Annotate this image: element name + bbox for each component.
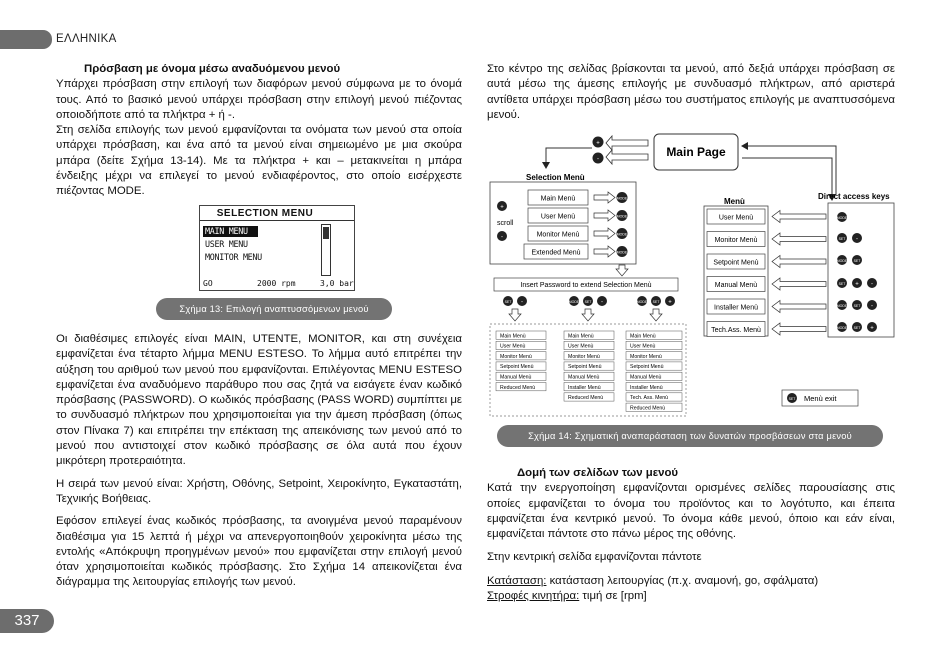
svg-text:-: - (601, 299, 603, 306)
menu-exit-label: Menù exit (804, 394, 837, 403)
extended-list-item (626, 372, 682, 380)
svg-text:Monitor Menù: Monitor Menù (536, 231, 580, 239)
svg-text:SET: SET (853, 326, 861, 330)
extended-list-item (496, 362, 546, 370)
extended-list-item (564, 383, 614, 391)
extended-list-item (564, 331, 614, 339)
direct-access-arrow (772, 301, 826, 313)
svg-text:Installer Menù: Installer Menù (568, 384, 601, 391)
main-page-label: Main Page (666, 145, 726, 159)
lcd-scrollbar (321, 224, 331, 276)
extended-list-item (496, 383, 546, 391)
svg-text:Manual Menù: Manual Menù (568, 374, 600, 381)
lcd-title: SELECTION MENU (216, 208, 314, 219)
combo-mode-set-minus (569, 296, 607, 306)
svg-text:SET: SET (788, 397, 796, 401)
language-tab (0, 30, 52, 49)
menu-item (707, 322, 765, 337)
selection-item-user (528, 208, 588, 223)
scroll-key-plus (497, 201, 507, 211)
paragraph: Στο κέντρο της σελίδας βρίσκονται τα μενού, από δεξιά υπάρχει πρόσβαση σε αυτά μέσω της άμεσης επιλογής με συνδυασμό πλήκτρων, από αριστερά αντίθετα υπάρχει πρόσβαση μέσω του συστήματος επιλογής με αναπτυσσόμενα μενού. (487, 63, 895, 121)
paragraph: Στην κεντρική σελίδα εμφανίζονται πάντοτε (487, 551, 702, 564)
lcd-divider (200, 220, 354, 221)
menu-item (707, 232, 765, 247)
svg-text:Reduced Menù: Reduced Menù (630, 405, 666, 412)
key-minus (593, 153, 604, 164)
svg-text:Installer Menù: Installer Menù (630, 384, 663, 391)
combo-mode-set-plus (637, 296, 675, 306)
svg-text:Extended Menù: Extended Menù (531, 249, 581, 257)
selection-item-extended (524, 244, 588, 259)
paragraph: Κατά την ενεργοποίηση εμφανίζονται ορισμένες σελίδες παρουσίασης στις οποίες εμφανίζεται το όνομα του προϊόντος και το λογότυπο, και έπειτα εμφανίζεται ένα κεντρικό μενού. Το όνομα κάθε μενού, όποιο και εάν είναι, εμφανίζεται πάντοτε στο πάνω μέρος της οθόνης. (487, 482, 895, 541)
svg-text:-: - (501, 234, 503, 241)
svg-text:Monitor Menù: Monitor Menù (500, 353, 532, 360)
extended-list-item (564, 352, 614, 360)
paragraph: Η σειρά των μενού είναι: Χρήστη, Οθόνης, Setpoint, Χειροκίνητο, Εγκαταστάτη, Τεχνικής Βοήθειας. (56, 477, 462, 505)
svg-text:User Menù: User Menù (718, 214, 754, 222)
menu-item (707, 254, 765, 269)
status-text: κατάσταση λειτουργίας (π.χ. αναμονή, go, σφάλματα) (546, 574, 819, 587)
svg-text:Monitor Menù: Monitor Menù (568, 353, 600, 360)
status-label: Κατάσταση: (487, 574, 547, 587)
lcd-item-user: USER MENU (205, 239, 248, 249)
status-line (487, 574, 895, 589)
left-column-bottom (56, 332, 462, 591)
direct-access-arrows (772, 211, 826, 336)
svg-text:SET: SET (652, 300, 660, 304)
extended-list-item (496, 372, 546, 380)
svg-text:Monitor Menù: Monitor Menù (714, 237, 758, 244)
section-heading-structure: Δομή των σελίδων των μενού (517, 467, 679, 479)
svg-text:SET: SET (853, 304, 861, 308)
svg-text:Manual Menù: Manual Menù (714, 282, 758, 289)
section-heading-access: Πρόσβαση με όνομα μέσω αναδυόμενου μενού (84, 63, 341, 75)
svg-text:User Menù: User Menù (540, 213, 576, 221)
svg-text:+: + (596, 140, 600, 147)
svg-text:User Menù: User Menù (500, 343, 526, 350)
paragraph: Στη σελίδα επιλογής των μενού εμφανίζονται τα ονόματα των μενού στα οποία υπάρχει πρόσβαση, και ένα από τα μενού είναι σημειωμένο με μια σκούρα μπάρα (δείτε Σχήμα 13-14). Με τα πλήκτρα + και – μετακινείται η μπάρα ένδειξης μέχρι να επιλεγεί το μενού ενδιαφέροντος, στο οποίο εισέρχεστε πιέζοντας MODE. (56, 124, 462, 198)
svg-text:SET: SET (838, 237, 846, 241)
svg-text:-: - (871, 281, 873, 288)
direct-access-box (828, 203, 894, 337)
menu-item (707, 209, 765, 224)
svg-text:-: - (856, 236, 858, 243)
paragraph: Εφόσον επιλεγεί ένας κωδικός πρόσβασης, τα ανοιγμένα μενού παραμένουν διαθέσιμα για 15 λεπτά ή μέχρι να απενεργοποιηθούν χειροκίνητα μέσω της εντολής «Απόκρυψη προηγμένων μενού» που εμφανίζεται στην επιλογή μενού όταν χρησιμοποιείται κωδικός πρόσβασης. Στο Σχήμα 14 απεικονίζεται ένα διάγραμμα της λειτουργίας επιλογής των μενού. (56, 515, 462, 589)
svg-text:Manual Menù: Manual Menù (630, 374, 662, 381)
svg-text:Reduced Menù: Reduced Menù (500, 384, 536, 391)
svg-text:SET: SET (838, 282, 846, 286)
rpm-text: τιμή σε [rpm] (579, 590, 647, 603)
svg-text:MODE: MODE (568, 300, 580, 304)
svg-text:-: - (521, 299, 523, 306)
extended-list-item (564, 372, 614, 380)
menu-item (707, 277, 765, 292)
svg-text:+: + (500, 204, 504, 211)
scroll-label: scroll (497, 220, 514, 227)
extended-list-item (626, 393, 682, 401)
selection-item-main (528, 190, 588, 205)
svg-text:MODE: MODE (616, 250, 628, 255)
extended-list-item (496, 352, 546, 360)
svg-text:+: + (855, 281, 859, 288)
lcd-status-state: GO (203, 279, 213, 288)
svg-text:SET: SET (584, 300, 592, 304)
combo-mode-set-minus-direct (837, 300, 877, 310)
svg-text:User Menù: User Menù (630, 343, 656, 350)
key-plus (593, 137, 604, 148)
svg-text:Setpoint Menù: Setpoint Menù (713, 259, 759, 267)
extended-list-2 (564, 331, 614, 401)
svg-text:Setpoint Menù: Setpoint Menù (500, 364, 534, 371)
svg-text:SET: SET (853, 259, 861, 263)
extended-list-item (564, 362, 614, 370)
svg-text:Setpoint Menù: Setpoint Menù (568, 364, 602, 371)
figure-14-diagram (488, 128, 898, 423)
rpm-label: Στροφές κινητήρα: (487, 590, 580, 603)
right-column-top (487, 62, 895, 123)
svg-text:MODE: MODE (836, 259, 848, 263)
extended-list-item (496, 331, 546, 339)
direct-access-arrow (772, 233, 826, 245)
svg-text:MODE: MODE (616, 196, 628, 201)
figure-13-caption: Σχήμα 13: Επιλογή αναπτυσσόμενων μενού (156, 298, 392, 320)
extended-list-item (564, 341, 614, 349)
combo-mode-set-plus-direct (837, 322, 877, 332)
lcd-item-main: MAIN MENU (205, 226, 248, 236)
svg-text:SET: SET (504, 300, 512, 304)
direct-access-title: Direct access keys (818, 192, 890, 201)
svg-text:Tech.Ass. Menù: Tech.Ass. Menù (711, 327, 761, 334)
direct-access-arrow (772, 256, 826, 268)
svg-text:+: + (668, 299, 672, 306)
lcd-status-rpm: 2000 rpm (257, 279, 296, 288)
svg-text:+: + (870, 325, 874, 332)
svg-text:MODE: MODE (836, 326, 848, 330)
left-column-top (56, 62, 462, 200)
direct-access-arrow (772, 211, 826, 223)
menu-column-title: Menù (724, 197, 745, 206)
svg-text:Main Menù: Main Menù (500, 333, 526, 340)
extended-list-item (626, 341, 682, 349)
lcd-item-monitor: MONITOR MENU (205, 252, 262, 262)
svg-text:Reduced Menù: Reduced Menù (568, 395, 604, 402)
svg-text:MODE: MODE (836, 216, 848, 220)
svg-text:MODE: MODE (616, 232, 628, 237)
svg-text:MODE: MODE (616, 214, 628, 219)
menu-item (707, 299, 765, 314)
extended-list-item (626, 403, 682, 411)
page-number: 337 (0, 609, 54, 633)
svg-text:Installer Menù: Installer Menù (714, 304, 758, 312)
extended-list-item (626, 362, 682, 370)
svg-text:-: - (871, 303, 873, 310)
right-column-bottom (487, 466, 895, 604)
extended-list-item (496, 341, 546, 349)
extended-list-item (626, 383, 682, 391)
password-box-label: Insert Password to extend Selection Menù (520, 282, 652, 289)
svg-text:Tech. Ass. Menù: Tech. Ass. Menù (630, 395, 669, 402)
paragraph: Υπάρχει πρόσβαση στην επιλογή των διαφόρων μενού σύμφωνα με το όνομά τους. Από το βασικό μενού υπάρχει πρόσβαση στην επιλογή μενού πιέζοντας οποιοδήποτε από τα πλήκτρα + ή -. (56, 78, 462, 121)
rpm-line (487, 589, 895, 604)
svg-text:Main Menù: Main Menù (540, 195, 576, 203)
svg-text:Main Menù: Main Menù (630, 333, 656, 340)
combo-set-minus (503, 296, 527, 306)
lcd-status-bar (200, 278, 354, 290)
svg-text:-: - (597, 156, 599, 163)
selection-item-monitor (528, 226, 588, 241)
combo-set-plus-minus (837, 278, 877, 288)
lcd-scroll-thumb (323, 227, 329, 239)
extended-list-item (564, 393, 614, 401)
menu-exit-set-key (787, 393, 797, 403)
menu-column-box (704, 206, 768, 336)
lcd-selection-menu (199, 205, 355, 291)
svg-text:User Menù: User Menù (568, 343, 594, 350)
direct-access-arrow (772, 278, 826, 290)
svg-text:Manual Menù: Manual Menù (500, 374, 532, 381)
svg-text:Monitor Menù: Monitor Menù (630, 353, 662, 360)
figure-14-caption: Σχήμα 14: Σχηματική αναπαράσταση των δυνατών προσβάσεων στα μενού (497, 425, 883, 447)
selection-menu-title: Selection Menù (526, 173, 585, 182)
direct-access-arrow (772, 323, 826, 335)
scroll-key-minus (497, 231, 507, 241)
lcd-status-pressure: 3,0 bar (320, 279, 354, 288)
extended-list-item (626, 352, 682, 360)
language-label: ΕΛΛΗΝΙΚΑ (56, 33, 117, 45)
svg-text:MODE: MODE (636, 300, 648, 304)
svg-text:Main Menù: Main Menù (568, 333, 594, 340)
extended-list-item (626, 331, 682, 339)
svg-text:Setpoint Menù: Setpoint Menù (630, 364, 664, 371)
svg-text:MODE: MODE (836, 304, 848, 308)
paragraph: Οι διαθέσιμες επιλογές είναι MAIN, UTENTE, MONITOR, και στη συνέχεια εμφανίζεται ένα τέταρτο λήμμα MENU ESTESO. Το λήμμα αυτό επιτρέπει την αύξηση του αριθμού των μενού που εμφανίζονται. Επιλέγοντας MENU ESTESO εμφανίζεται ένα αναδυόμενο παράθυρο που σας ζητά να εισάγετε έναν κωδικό πρόσβασης (PASSWORD). Ο κωδικός πρόσβασης (PASS WORD) συμπίπτει με το συνδυασμό πλήκτρων που χρησιμοποιείται για την άμεση πρόσβαση (όπως στον Πίνακα 7) και επιτρέπει την επέκταση της απεικόνισης των μενού από το μενού που αντιστοιχεί στον κωδικό πρόσβασης σε όλα αυτά που έχουν μικρότερη προτεραιότητα. (56, 333, 462, 468)
